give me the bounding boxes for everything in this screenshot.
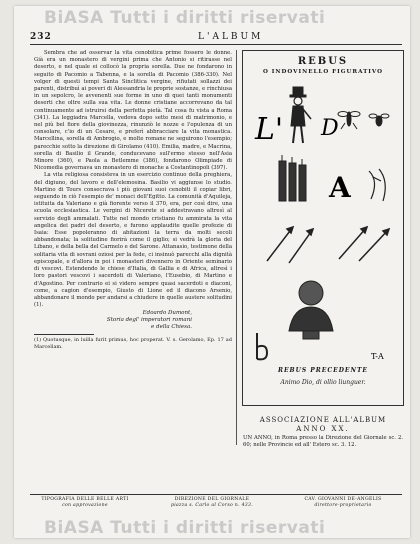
rebus-signature: T-A xyxy=(371,352,384,361)
article-signature xyxy=(34,310,232,331)
footer-printer xyxy=(30,497,140,509)
footer-editor-sub: direttore-proprietario xyxy=(314,503,372,508)
footer-direction-title: DIREZIONE DEL GIORNALE xyxy=(174,497,250,502)
watermark-top: BiASA Tutti i diritti riservati xyxy=(44,8,326,28)
rebus-previous-answer: Animo Dio, di ollio liunguer. xyxy=(280,379,366,386)
bust-portrait-icon xyxy=(289,281,333,339)
article-footnote: (1) Quotusque, in luilla furit primus, hoc properat. V. s. Gerolamo, Ep. 17 ad Marcellam. xyxy=(34,337,232,350)
subscription-year: ANNO XX. xyxy=(296,425,350,433)
rebus-letter-l: L' xyxy=(255,112,284,147)
fly-icon xyxy=(369,114,389,126)
article-column xyxy=(34,50,232,450)
subscription-title: ASSOCIAZIONE ALL'ALBUM xyxy=(259,416,387,424)
side-column xyxy=(242,50,404,450)
subscription-box xyxy=(242,412,404,449)
footer-editor-title: CAV. GIOVANNI DE-ANGELIS xyxy=(304,497,382,502)
newspaper-page xyxy=(14,6,410,538)
article-paragraph: La vita religiosa consisteva in un esercizio continuo della preghiera, del digiuno, del lavoro e dell'elemosina. Basilio vi aggiunse lo studio. Martino di Tours consecrava i più giovani suoi cenobiti il copiar libri, seguendo in ciò l'esempio de' monaci dell'Egitto. La comunità d'Aquileja, istituita da Valeriano e già fiorente verso il 370, era, per così dire, una scuola ecclesiastica. Le vergini di Nicerete si addestravano altresì al servizio degli ammalati. Tutte nel mondo cristiano fu ammirata la vita angelica dei padri del deserto, e furono applaudite quelle profezie di Isaia: Esse popoleranno di abitazioni la terra da molti secoli abbandonata; la solitudine fiorirà come il giglio; si vedrà la gloria del Libano, e della bella del Carmelo e del Sarone. Attanasio, testimone della solitaria vita di sovrani oziosi per la fede, ci insinuò parecchi alla dignità episcopale, e d'allora in poi i monasteri divennero in Oriente seminario di vescovi. Estendendo le chiese d'Italia, di Gallia e di Africa, altresì i loro pastori vescovi i sacerdoti di Valeriano, l'Eusebio, di Martino e d'Agostino. Per contrario ei si videro sempre quasi sacerdoti e diaconi, come, a cagion d'esempio, Giusto di Lione ed il diacono Arsenio, abbandonare il mondo per andarsi a chiudere in quelle austere solitudini (1). xyxy=(34,172,232,309)
page-footer xyxy=(30,494,402,516)
footer-rule xyxy=(30,494,402,495)
arrows-icon xyxy=(267,227,389,263)
footer-printer-sub: con approvazione xyxy=(62,503,108,508)
insect-icon xyxy=(338,112,360,130)
footer-printer-title: TIPOGRAFIA DELLE BELLE ARTI xyxy=(41,497,129,502)
article-paragraph: Sembra che ad osservar la vita cenobitica prime fossero le donne. Già era un monastero di vergini prima che Antonio si ritirasse nel deserto, e nel quale ei collocò la propria sorella. Due ne fondarono in seguito di Pacomio a Tabenna, e la sorella di Pacomio (386-330). Nel volger di questi tempi Santa Sinclitica vergine, rifiutati sollazzi dei parenti, distribuì ai poveri di Alessandria le proprie sostanze, e rinchiusa in un sepolcro, le avvenenti sue forme in uno di quei tanti monumenti deserti che oltre sulla sua vita. Le donne cristiane accorrevano da tal continuamente ad istruirsi della perfetta pietà. Tal cosa fu vista a Roma (341). La leggiadra Marcella, vedova dopo sette mesi di matrimonio, e nel più bel fiore della giovinezza, rinunziò le nozze e l'opulenza di un consolare, c'io di un Cesare, e preferì abbracciare la vita monastica. Marcellina, sorella di Ambrogio, e molte romane ne seguirono l'esempio; parecchie sotto la direzione di Girolamo (410). Emilia, madre, e Macrina, sorella di Basilio il Grande, conducevano sull'ermo stesso nell'Asia Minore (360), e Paola a Betlemme (386), fondarono Olimpiade di Nicomedia governava un monastero di monache a Costantinopoli (397). xyxy=(34,50,232,172)
page-number: 232 xyxy=(30,32,52,42)
footer-editor xyxy=(284,497,402,509)
rebus-subtitle: O INDOVINELLO FIGURATIVO xyxy=(262,69,383,75)
leaves-icon xyxy=(369,169,385,201)
column-separator xyxy=(236,50,237,445)
rebus-box xyxy=(242,50,404,406)
footer-direction xyxy=(152,497,272,509)
signature-place: e della Chiesa. xyxy=(151,324,192,331)
rebus-letter-d: D xyxy=(321,116,339,141)
signature-name: Edoardo Dumont, xyxy=(142,310,192,317)
masthead-title: L'ALBUM xyxy=(198,32,264,42)
page-header xyxy=(30,30,402,46)
signature-work: Storia degl' imperatori romani xyxy=(106,317,192,324)
rebus-illustration xyxy=(249,81,399,363)
rebus-title: REBUS xyxy=(297,56,349,67)
watermark-bottom: BiASA Tutti i diritti riservati xyxy=(44,518,326,538)
footer-direction-sub: piazza s. Carlo al Corso n. 433. xyxy=(170,503,254,508)
man-with-hat-icon xyxy=(290,87,311,143)
subscription-text: UN ANNO, in Roma presso la Direzione del Giornale sc. 2. 60; nelle Provincie ed all' Estero sc. 3. 12. xyxy=(243,435,403,448)
rebus-previous-label: REBUS PRECEDENTE xyxy=(277,367,368,374)
header-rule xyxy=(30,44,402,45)
vase-letter-b-icon xyxy=(257,333,267,359)
candles-icon xyxy=(279,155,306,201)
footnote-rule xyxy=(34,334,94,335)
rebus-letter-a: A xyxy=(329,171,351,204)
